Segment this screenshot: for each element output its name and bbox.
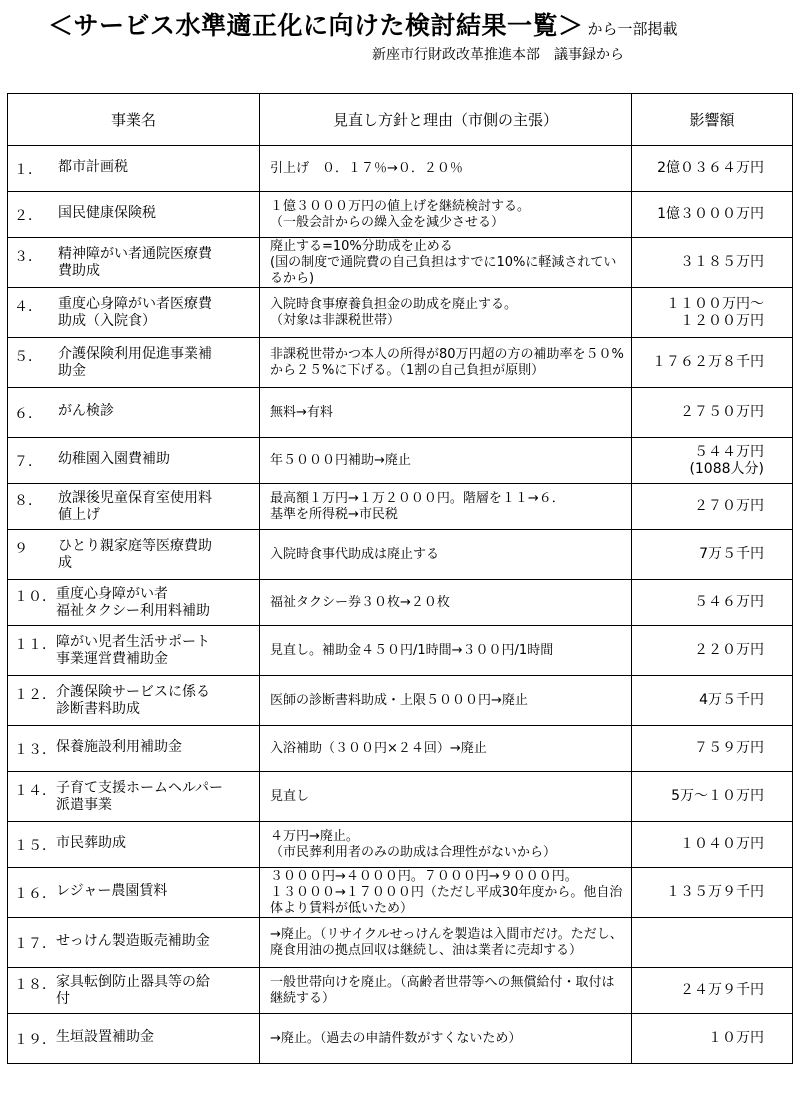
project-name: 障がい児者生活サポート 事業運営費補助金 <box>56 633 210 667</box>
review-results-table <box>7 93 793 1064</box>
impact-cell <box>632 918 793 968</box>
table-row <box>8 388 793 438</box>
page-title: ＜サービス水準適正化に向けた検討結果一覧＞ <box>48 11 584 40</box>
policy-cell: 一般世帯向けを廃止。（高齢者世帯等への無償給付・取付は継続する） <box>260 968 632 1014</box>
row-number: ７． <box>14 453 42 470</box>
project-name-cell <box>8 580 260 626</box>
row-number: １９． <box>14 1031 56 1048</box>
policy-cell: 最高額１万円→１万２０００円。階層を１１→６． 基準を所得税→市民税 <box>260 484 632 530</box>
impact-cell: ５４６万円 <box>632 580 793 626</box>
policy-cell: 年５０００円補助→廃止 <box>260 438 632 484</box>
project-name-cell <box>8 968 260 1014</box>
impact-cell: ７５９万円 <box>632 726 793 772</box>
row-number: ６． <box>14 405 42 422</box>
policy-cell: 非課税世帯かつ本人の所得が80万円超の方の補助率を５０%から２５%に下げる。（1割の自己負担が原則） <box>260 338 632 388</box>
project-name-cell <box>8 772 260 822</box>
table-header-row <box>8 94 793 146</box>
impact-cell: １０４０万円 <box>632 822 793 868</box>
impact-cell: １７６２万８千円 <box>632 338 793 388</box>
policy-cell: １億３０００万円の値上げを継続検討する。 （一般会計からの繰入金を減少させる） <box>260 192 632 238</box>
table-row <box>8 1014 793 1064</box>
row-number: ５． <box>14 348 42 365</box>
project-name: 介護保険サービスに係る 診断書料助成 <box>56 683 210 717</box>
project-name: 放課後児童保育室使用料 値上げ <box>58 489 212 523</box>
table-row <box>8 822 793 868</box>
table-row <box>8 580 793 626</box>
policy-cell: →廃止。（過去の申請件数がすくないため） <box>260 1014 632 1064</box>
impact-cell: ５４４万円 (1088人分) <box>632 438 793 484</box>
project-name: 介護保険利用促進事業補 助金 <box>58 345 212 379</box>
project-name: 国民健康保険税 <box>58 204 156 221</box>
impact-cell: 7万５千円 <box>632 530 793 580</box>
policy-cell: 引上げ ０．１７％→０．２０％ <box>260 146 632 192</box>
table-row <box>8 238 793 288</box>
row-number: １２． <box>14 686 56 703</box>
table-row <box>8 484 793 530</box>
table-row <box>8 868 793 918</box>
project-name: 子育て支援ホームヘルパー 派遣事業 <box>56 779 224 813</box>
project-name-cell <box>8 146 260 192</box>
table-row <box>8 772 793 822</box>
table-row <box>8 192 793 238</box>
project-name-cell <box>8 288 260 338</box>
project-name: せっけん製造販売補助金 <box>56 932 210 949</box>
project-name-cell <box>8 918 260 968</box>
project-name: レジャー農園賃料 <box>56 882 168 899</box>
impact-cell: １１００万円〜 １２００万円 <box>632 288 793 338</box>
table-body <box>8 146 793 1064</box>
row-number: １． <box>14 161 42 178</box>
table-row <box>8 530 793 580</box>
row-number: １５． <box>14 837 56 854</box>
project-name: 家具転倒防止器具等の給 付 <box>56 973 210 1007</box>
row-number: １７． <box>14 935 56 952</box>
policy-cell: 医師の診断書料助成・上限５０００円→廃止 <box>260 676 632 726</box>
project-name-cell <box>8 726 260 772</box>
row-number: ８． <box>14 492 42 509</box>
project-name: がん検診 <box>58 402 114 419</box>
row-number: １３． <box>14 741 56 758</box>
policy-cell: 廃止する=10%分助成を止める (国の制度で通院費の自己負担はすでに10%に軽減されているから) <box>260 238 632 288</box>
impact-cell: 5万〜１０万円 <box>632 772 793 822</box>
impact-cell: ３１８５万円 <box>632 238 793 288</box>
project-name-cell <box>8 338 260 388</box>
policy-cell: 無料→有料 <box>260 388 632 438</box>
impact-cell: ２２０万円 <box>632 626 793 676</box>
policy-cell: 入院時食事療養負担金の助成を廃止する。 （対象は非課税世帯） <box>260 288 632 338</box>
project-name-cell <box>8 530 260 580</box>
impact-cell: １０万円 <box>632 1014 793 1064</box>
project-name: 重度心身障がい者医療費 助成（入院食） <box>58 295 212 329</box>
project-name: 保養施設利用補助金 <box>56 738 182 755</box>
column-header-project: 事業名 <box>8 94 260 146</box>
project-name: 市民葬助成 <box>56 834 126 851</box>
table-row <box>8 968 793 1014</box>
page-title-line <box>48 6 678 42</box>
policy-cell: ４万円→廃止。 （市民葬利用者のみの助成は合理性がないから） <box>260 822 632 868</box>
row-number: ２． <box>14 207 42 224</box>
project-name: ひとり親家庭等医療費助 成 <box>58 537 212 571</box>
policy-cell: 見直し。補助金４５０円/1時間→３００円/1時間 <box>260 626 632 676</box>
impact-cell: ２７５０万円 <box>632 388 793 438</box>
project-name: 精神障がい者通院医療費 費助成 <box>58 245 212 279</box>
column-header-impact: 影響額 <box>632 94 793 146</box>
project-name-cell <box>8 484 260 530</box>
project-name-cell <box>8 676 260 726</box>
title-suffix: から一部掲載 <box>587 20 678 38</box>
project-name-cell <box>8 1014 260 1064</box>
source-note: 新座市行財政改革推進本部 議事録から <box>372 47 624 63</box>
table-row <box>8 726 793 772</box>
impact-cell: ２４万９千円 <box>632 968 793 1014</box>
impact-cell: 2億０３６４万円 <box>632 146 793 192</box>
column-header-policy: 見直し方針と理由（市側の主張） <box>260 94 632 146</box>
table-row <box>8 288 793 338</box>
project-name-cell <box>8 822 260 868</box>
table-row <box>8 626 793 676</box>
row-number: １０． <box>14 588 56 605</box>
policy-cell: ３０００円→４０００円。７０００円→９０００円。 １３０００→１７０００円（ただし平成30年度から。他自治体より賃料が低いため） <box>260 868 632 918</box>
impact-cell: ２７０万円 <box>632 484 793 530</box>
row-number: １１． <box>14 636 56 653</box>
table-row <box>8 918 793 968</box>
row-number: ４． <box>14 298 42 315</box>
project-name: 幼稚園入園費補助 <box>58 450 170 467</box>
project-name-cell <box>8 192 260 238</box>
table-row <box>8 438 793 484</box>
impact-cell: １３５万９千円 <box>632 868 793 918</box>
project-name-cell <box>8 438 260 484</box>
project-name-cell <box>8 626 260 676</box>
row-number: １４． <box>14 782 56 799</box>
project-name-cell <box>8 238 260 288</box>
impact-cell: 1億３０００万円 <box>632 192 793 238</box>
policy-cell: →廃止。（リサイクルせっけんを製造は入間市だけ。ただし、廃食用油の拠点回収は継続し、油は業者に売却する） <box>260 918 632 968</box>
project-name: 重度心身障がい者 福祉タクシー利用料補助 <box>56 585 210 619</box>
policy-cell: 入浴補助（３００円×２４回）→廃止 <box>260 726 632 772</box>
project-name-cell <box>8 388 260 438</box>
row-number: ３． <box>14 248 42 265</box>
row-number: １６． <box>14 885 56 902</box>
table-row <box>8 338 793 388</box>
table-row <box>8 146 793 192</box>
project-name: 都市計画税 <box>58 158 128 175</box>
row-number: １８． <box>14 976 56 993</box>
row-number: ９ <box>14 540 28 557</box>
policy-cell: 入院時食事代助成は廃止する <box>260 530 632 580</box>
table-row <box>8 676 793 726</box>
policy-cell: 見直し <box>260 772 632 822</box>
project-name: 生垣設置補助金 <box>56 1028 154 1045</box>
project-name-cell <box>8 868 260 918</box>
impact-cell: 4万５千円 <box>632 676 793 726</box>
policy-cell: 福祉タクシー券３０枚→２０枚 <box>260 580 632 626</box>
